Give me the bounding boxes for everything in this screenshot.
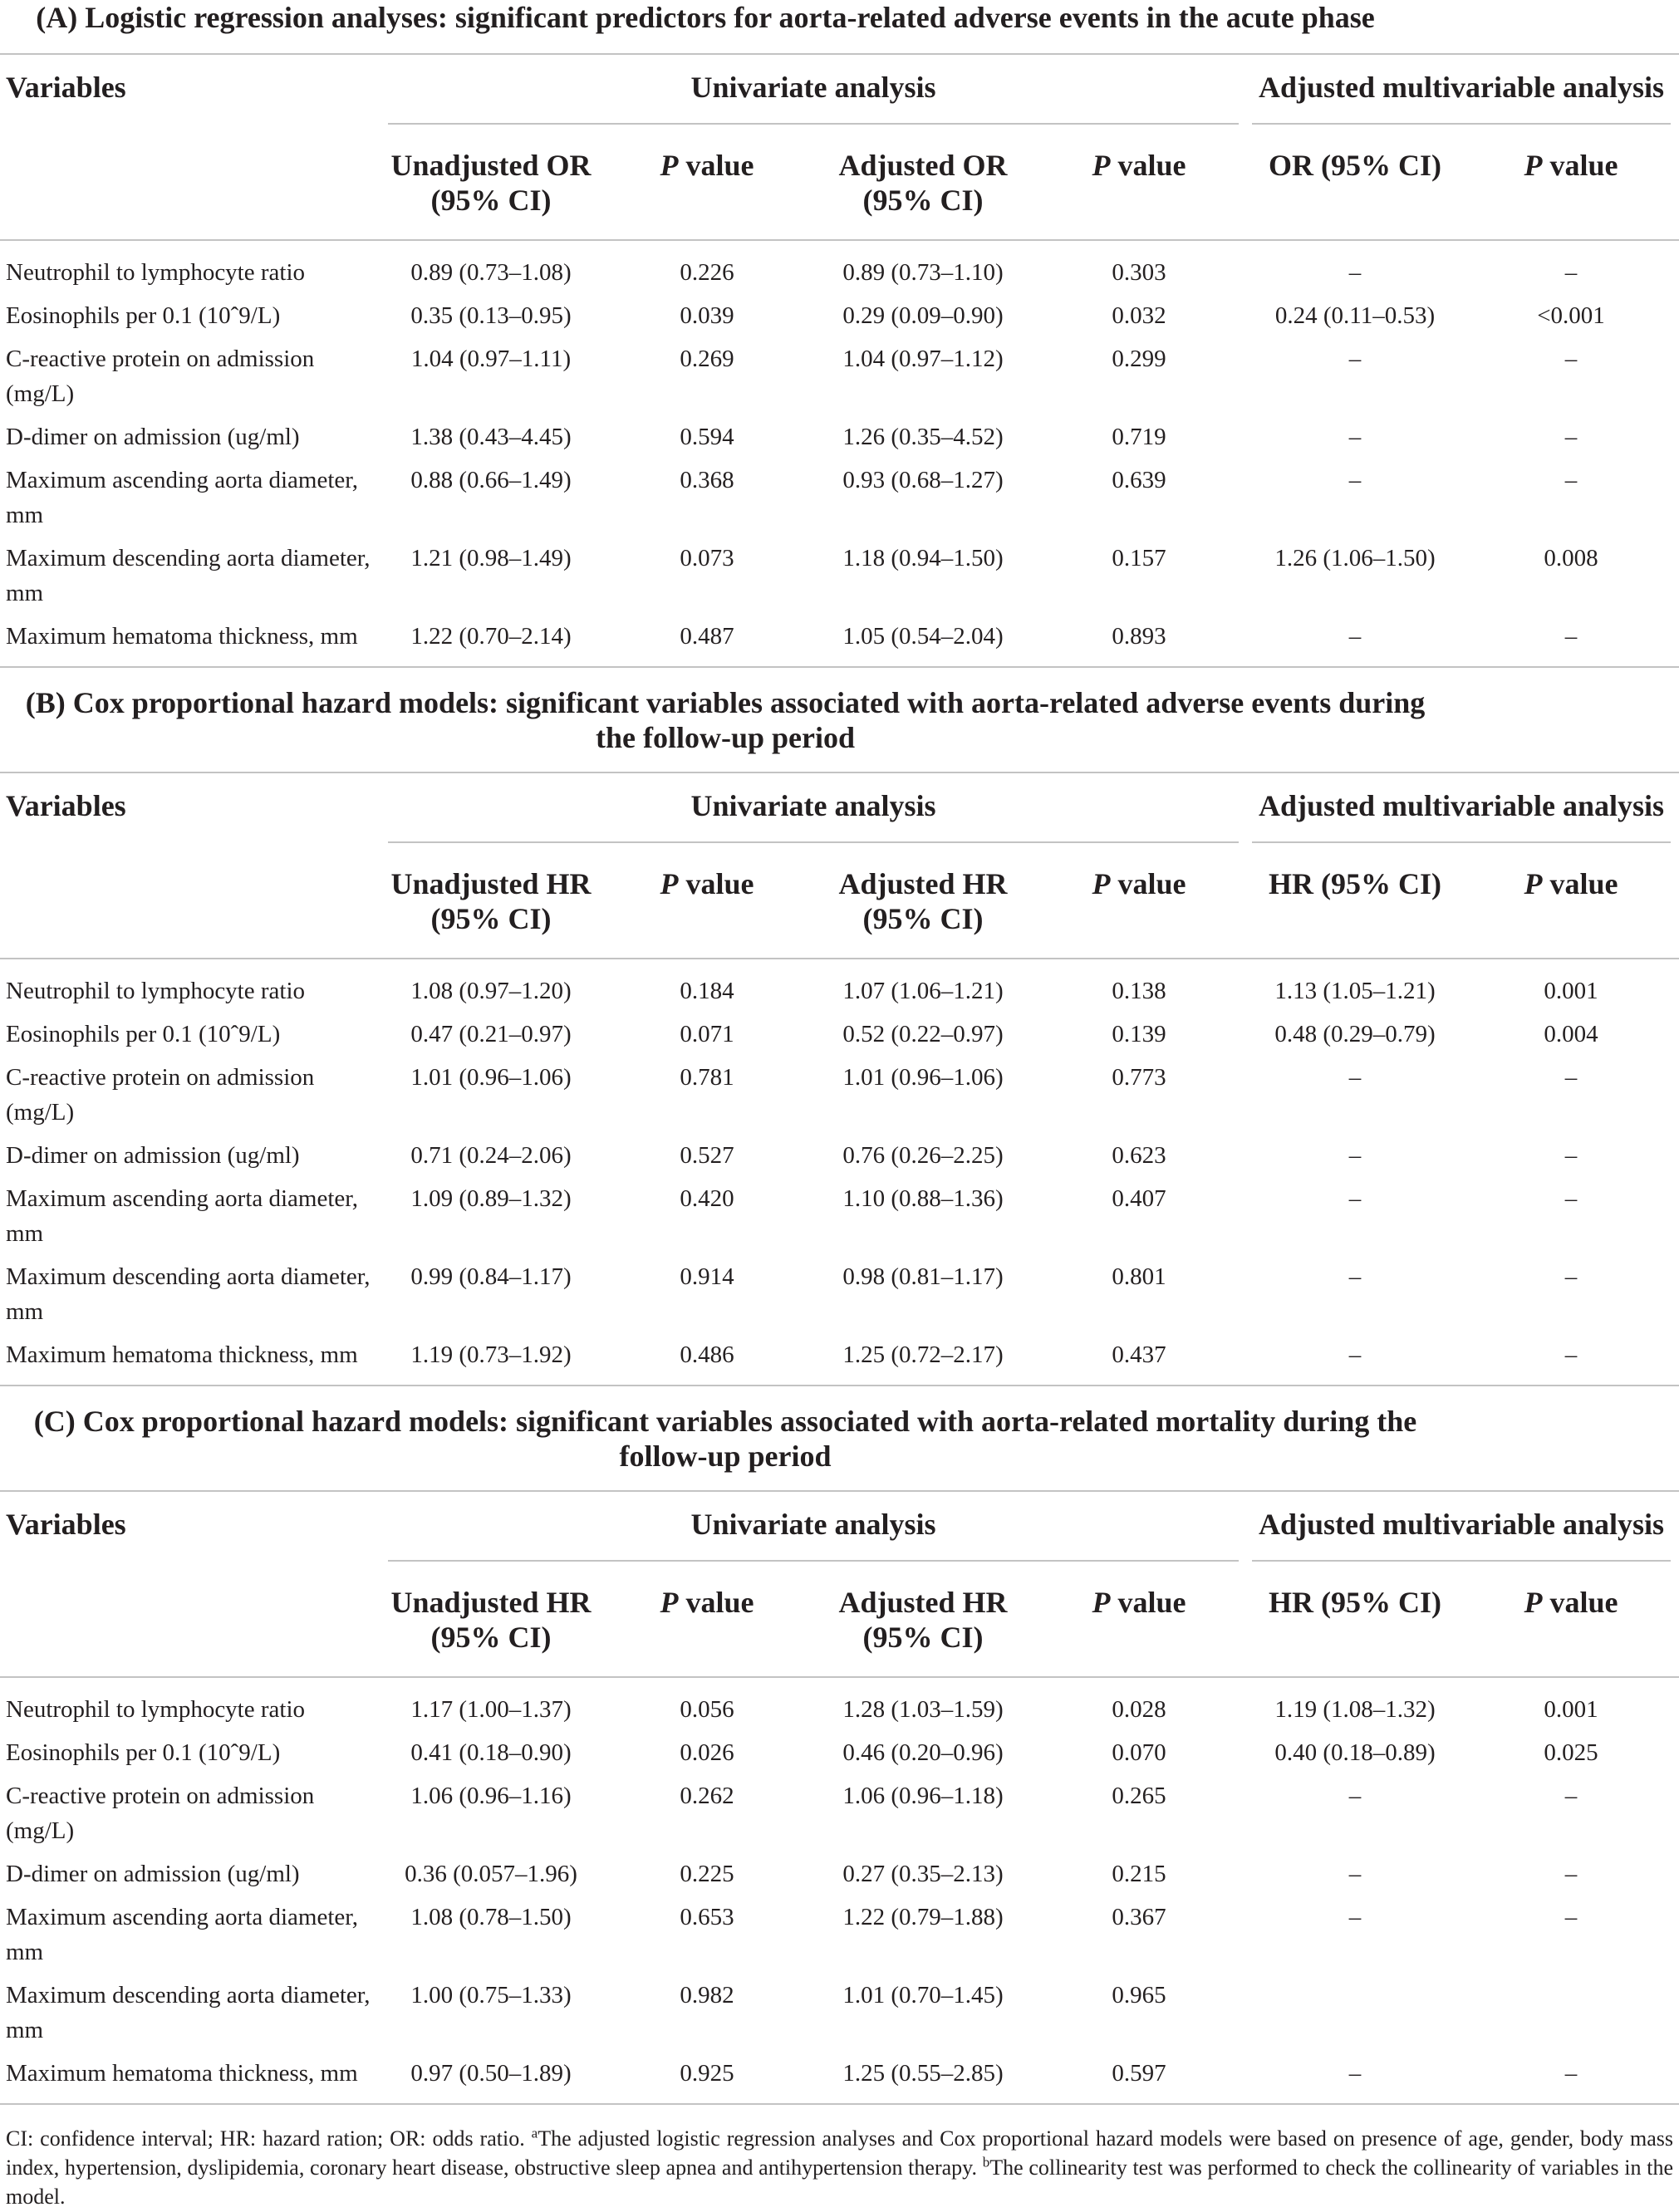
unadjusted-estimate-cell: 1.01 (0.96–1.06) xyxy=(410,1064,572,1091)
unadjusted-estimate-cell: 0.88 (0.66–1.49) xyxy=(410,467,572,493)
table-row xyxy=(0,1333,1679,1376)
table-row xyxy=(0,1731,1679,1774)
table-row xyxy=(0,969,1679,1013)
header-multivariable-estimate: HR (95% CI) xyxy=(1269,1586,1441,1619)
multivariable-p-value-cell: – xyxy=(1564,1341,1578,1368)
table-row xyxy=(0,1852,1679,1896)
multivariable-p-value-cell: – xyxy=(1564,424,1578,450)
p-value-cell: 0.367 xyxy=(1112,1904,1166,1930)
header-adjusted-estimate: Adjusted HR (95% CI) xyxy=(838,867,1008,935)
p-value-cell: 0.773 xyxy=(1112,1064,1166,1091)
header-multivariable-estimate: OR (95% CI) xyxy=(1269,149,1441,182)
header-univariate-analysis: Univariate analysis xyxy=(388,1492,1239,1562)
multivariable-estimate-cell: 0.48 (0.29–0.79) xyxy=(1274,1021,1436,1047)
unadjusted-estimate-cell: 0.36 (0.057–1.96) xyxy=(405,1861,577,1887)
header-row xyxy=(0,55,1679,125)
subheader-row xyxy=(0,843,1679,958)
p-value-cell: 0.486 xyxy=(680,1341,734,1368)
table-row xyxy=(0,1177,1679,1255)
multivariable-estimate-cell: – xyxy=(1348,1142,1362,1169)
variable-name-cell: Eosinophils per 0.1 (10ˆ9/L) xyxy=(6,1739,281,1766)
header-row xyxy=(0,773,1679,843)
multivariable-estimate-cell: – xyxy=(1348,259,1362,286)
p-value-cell: 0.801 xyxy=(1112,1263,1166,1290)
p-value-cell: 0.982 xyxy=(680,1982,734,2008)
p-value-cell: 0.487 xyxy=(680,623,734,650)
p-value-cell: 0.073 xyxy=(680,545,734,571)
adjusted-estimate-cell: 1.10 (0.88–1.36) xyxy=(842,1185,1004,1212)
p-value-cell: 0.225 xyxy=(680,1861,734,1887)
table-row xyxy=(0,294,1679,337)
multivariable-p-value-cell: 0.008 xyxy=(1544,545,1598,571)
unadjusted-estimate-cell: 1.21 (0.98–1.49) xyxy=(410,545,572,571)
adjusted-estimate-cell: 1.28 (1.03–1.59) xyxy=(842,1696,1004,1723)
header-p-value: P value xyxy=(1092,867,1186,900)
adjusted-estimate-cell: 0.89 (0.73–1.10) xyxy=(842,259,1004,286)
p-value-cell: 0.070 xyxy=(1112,1739,1166,1766)
unadjusted-estimate-cell: 0.41 (0.18–0.90) xyxy=(410,1739,572,1766)
multivariable-p-value-cell: – xyxy=(1564,467,1578,493)
variable-name-cell: Neutrophil to lymphocyte ratio xyxy=(6,259,306,286)
variable-name-cell: Eosinophils per 0.1 (10ˆ9/L) xyxy=(6,302,281,329)
adjusted-estimate-cell: 0.98 (0.81–1.17) xyxy=(842,1263,1004,1290)
multivariable-p-value-cell: – xyxy=(1564,1861,1578,1887)
adjusted-estimate-cell: 1.05 (0.54–2.04) xyxy=(842,623,1004,650)
p-value-cell: 0.527 xyxy=(680,1142,734,1169)
adjusted-estimate-cell: 0.76 (0.26–2.25) xyxy=(842,1142,1004,1169)
variable-name-cell: C-reactive protein on admission (mg/L) xyxy=(6,346,315,407)
table-row xyxy=(0,337,1679,415)
p-value-cell: 0.594 xyxy=(680,424,734,450)
table-c xyxy=(0,1386,1679,2105)
header-adjusted-multivariable-analysis: Adjusted multivariable analysis xyxy=(1252,55,1671,125)
multivariable-estimate-cell: – xyxy=(1348,1861,1362,1887)
header-adjusted-estimate: Adjusted OR (95% CI) xyxy=(838,149,1008,217)
variable-name-cell: Neutrophil to lymphocyte ratio xyxy=(6,1696,306,1723)
adjusted-estimate-cell: 0.29 (0.09–0.90) xyxy=(842,302,1004,329)
multivariable-p-value-cell: 0.025 xyxy=(1544,1739,1598,1766)
p-value-cell: 0.639 xyxy=(1112,467,1166,493)
p-value-cell: 0.914 xyxy=(680,1263,734,1290)
p-value-cell: 0.407 xyxy=(1112,1185,1166,1212)
footnote-note-b: The collinearity test was performed to check the collinearity of variables in the model. xyxy=(6,2156,1673,2209)
p-value-cell: 0.653 xyxy=(680,1904,734,1930)
table-a xyxy=(0,0,1679,668)
p-value-cell: 0.039 xyxy=(680,302,734,329)
unadjusted-estimate-cell: 0.97 (0.50–1.89) xyxy=(410,2060,572,2087)
subheader-spacer xyxy=(0,843,383,958)
table-row xyxy=(0,615,1679,658)
subheader-spacer xyxy=(0,125,383,239)
multivariable-p-value-cell: – xyxy=(1564,1185,1578,1212)
multivariable-p-value-cell: – xyxy=(1564,2060,1578,2087)
multivariable-p-value-cell: – xyxy=(1564,1142,1578,1169)
multivariable-p-value-cell: <0.001 xyxy=(1537,302,1605,329)
p-value-cell: 0.299 xyxy=(1112,346,1166,372)
header-p-value: P value xyxy=(1524,1586,1618,1619)
multivariable-estimate-cell: 1.26 (1.06–1.50) xyxy=(1274,545,1436,571)
header-adjusted-estimate: Adjusted HR (95% CI) xyxy=(838,1586,1008,1654)
p-value-cell: 0.368 xyxy=(680,467,734,493)
table-row xyxy=(0,1688,1679,1731)
unadjusted-estimate-cell: 1.08 (0.97–1.20) xyxy=(410,978,572,1004)
p-value-cell: 0.056 xyxy=(680,1696,734,1723)
multivariable-estimate-cell: – xyxy=(1348,1904,1362,1930)
header-unadjusted-estimate: Unadjusted HR (95% CI) xyxy=(390,867,592,935)
variable-name-cell: Maximum hematoma thickness, mm xyxy=(6,1341,358,1368)
table-b xyxy=(0,668,1679,1386)
table-body xyxy=(0,241,1679,666)
adjusted-estimate-cell: 1.25 (0.55–2.85) xyxy=(842,2060,1004,2087)
multivariable-p-value-cell: – xyxy=(1564,1783,1578,1809)
header-p-value: P value xyxy=(1092,1586,1186,1619)
variable-name-cell: C-reactive protein on admission (mg/L) xyxy=(6,1064,315,1126)
unadjusted-estimate-cell: 1.04 (0.97–1.11) xyxy=(410,346,572,372)
adjusted-estimate-cell: 1.26 (0.35–4.52) xyxy=(842,424,1004,450)
multivariable-estimate-cell: 1.19 (1.08–1.32) xyxy=(1274,1696,1436,1723)
variable-name-cell: Eosinophils per 0.1 (10ˆ9/L) xyxy=(6,1021,281,1047)
multivariable-estimate-cell: – xyxy=(1348,1341,1362,1368)
variable-name-cell: Maximum descending aorta diameter, mm xyxy=(6,1263,371,1325)
p-value-cell: 0.157 xyxy=(1112,545,1166,571)
header-p-value: P value xyxy=(1092,149,1186,182)
table-footnote xyxy=(0,2105,1679,2211)
p-value-cell: 0.071 xyxy=(680,1021,734,1047)
p-value-cell: 0.719 xyxy=(1112,424,1166,450)
table-row xyxy=(0,1134,1679,1177)
table-title: (C) Cox proportional hazard models: significant variables associated with aorta-related mortality during the follow-up period xyxy=(33,1405,1417,1473)
multivariable-p-value-cell: – xyxy=(1564,259,1578,286)
p-value-cell: 0.925 xyxy=(680,2060,734,2087)
subheader-row xyxy=(0,125,1679,239)
multivariable-estimate-cell: 1.13 (1.05–1.21) xyxy=(1274,978,1436,1004)
p-value-cell: 0.420 xyxy=(680,1185,734,1212)
multivariable-estimate-cell: – xyxy=(1348,623,1362,650)
unadjusted-estimate-cell: 1.38 (0.43–4.45) xyxy=(410,424,572,450)
header-row xyxy=(0,1492,1679,1562)
variable-name-cell: Maximum descending aorta diameter, mm xyxy=(6,545,371,606)
adjusted-estimate-cell: 0.52 (0.22–0.97) xyxy=(842,1021,1004,1047)
unadjusted-estimate-cell: 1.08 (0.78–1.50) xyxy=(410,1904,572,1930)
unadjusted-estimate-cell: 1.17 (1.00–1.37) xyxy=(410,1696,572,1723)
table-body xyxy=(0,1678,1679,2103)
table-row xyxy=(0,415,1679,459)
header-univariate-analysis: Univariate analysis xyxy=(388,773,1239,843)
p-value-cell: 0.303 xyxy=(1112,259,1166,286)
p-value-cell: 0.262 xyxy=(680,1783,734,1809)
multivariable-estimate-cell: – xyxy=(1348,1783,1362,1809)
unadjusted-estimate-cell: 1.06 (0.96–1.16) xyxy=(410,1783,572,1809)
unadjusted-estimate-cell: 1.19 (0.73–1.92) xyxy=(410,1341,572,1368)
header-variables: Variables xyxy=(6,789,126,822)
header-variables: Variables xyxy=(6,1508,126,1541)
table-row xyxy=(0,1896,1679,1974)
p-value-cell: 0.893 xyxy=(1112,623,1166,650)
table-row xyxy=(0,1013,1679,1056)
variable-name-cell: Maximum ascending aorta diameter, mm xyxy=(6,467,359,528)
variable-name-cell: Maximum ascending aorta diameter, mm xyxy=(6,1185,359,1247)
p-value-cell: 0.597 xyxy=(1112,2060,1166,2087)
table-title: (B) Cox proportional hazard models: significant variables associated with aorta-related adverse events during the follow-up period xyxy=(25,686,1426,754)
multivariable-estimate-cell: – xyxy=(1348,346,1362,372)
multivariable-estimate-cell: – xyxy=(1348,2060,1362,2087)
header-adjusted-multivariable-analysis: Adjusted multivariable analysis xyxy=(1252,1492,1671,1562)
unadjusted-estimate-cell: 1.09 (0.89–1.32) xyxy=(410,1185,572,1212)
multivariable-p-value-cell: – xyxy=(1564,1064,1578,1091)
multivariable-p-value-cell: – xyxy=(1564,623,1578,650)
header-p-value: P value xyxy=(660,1586,754,1619)
unadjusted-estimate-cell: 1.00 (0.75–1.33) xyxy=(410,1982,572,2008)
multivariable-p-value-cell: 0.004 xyxy=(1544,1021,1598,1047)
multivariable-p-value-cell: 0.001 xyxy=(1544,978,1598,1004)
adjusted-estimate-cell: 1.22 (0.79–1.88) xyxy=(842,1904,1004,1930)
unadjusted-estimate-cell: 1.22 (0.70–2.14) xyxy=(410,623,572,650)
multivariable-estimate-cell: – xyxy=(1348,1263,1362,1290)
multivariable-p-value-cell: – xyxy=(1564,1904,1578,1930)
variable-name-cell: C-reactive protein on admission (mg/L) xyxy=(6,1783,315,1844)
variable-name-cell: D-dimer on admission (ug/ml) xyxy=(6,424,300,450)
table-row xyxy=(0,1255,1679,1333)
unadjusted-estimate-cell: 0.99 (0.84–1.17) xyxy=(410,1263,572,1290)
header-adjusted-multivariable-analysis: Adjusted multivariable analysis xyxy=(1252,773,1671,843)
adjusted-estimate-cell: 1.07 (1.06–1.21) xyxy=(842,978,1004,1004)
p-value-cell: 0.265 xyxy=(1112,1783,1166,1809)
header-variables: Variables xyxy=(6,71,126,104)
header-p-value: P value xyxy=(660,149,754,182)
header-univariate-analysis: Univariate analysis xyxy=(388,55,1239,125)
multivariable-estimate-cell: – xyxy=(1348,467,1362,493)
footnote-marker-a: a xyxy=(531,2125,538,2141)
unadjusted-estimate-cell: 0.89 (0.73–1.08) xyxy=(410,259,572,286)
table-row xyxy=(0,2052,1679,2095)
adjusted-estimate-cell: 0.93 (0.68–1.27) xyxy=(842,467,1004,493)
p-value-cell: 0.965 xyxy=(1112,1982,1166,2008)
variable-name-cell: Maximum hematoma thickness, mm xyxy=(6,623,358,650)
adjusted-estimate-cell: 0.46 (0.20–0.96) xyxy=(842,1739,1004,1766)
table-body xyxy=(0,959,1679,1385)
p-value-cell: 0.026 xyxy=(680,1739,734,1766)
variable-name-cell: Maximum descending aorta diameter, mm xyxy=(6,1982,371,2043)
p-value-cell: 0.138 xyxy=(1112,978,1166,1004)
p-value-cell: 0.184 xyxy=(680,978,734,1004)
variable-name-cell: Maximum hematoma thickness, mm xyxy=(6,2060,358,2087)
table-row xyxy=(0,537,1679,615)
multivariable-estimate-cell: 0.40 (0.18–0.89) xyxy=(1274,1739,1436,1766)
header-unadjusted-estimate: Unadjusted OR (95% CI) xyxy=(390,149,592,217)
p-value-cell: 0.269 xyxy=(680,346,734,372)
multivariable-p-value-cell: – xyxy=(1564,346,1578,372)
table-row xyxy=(0,251,1679,294)
footnote-marker-b: b xyxy=(982,2154,990,2170)
footnote-note-a: The adjusted logistic regression analyses and Cox proportional hazard models were based on presence of age, gender, body mass index, hypertension, dyslipidemia, coronary heart disease, obstructive sleep apnea and antihypertension therapy. xyxy=(6,2126,1673,2180)
header-p-value: P value xyxy=(1524,149,1618,182)
adjusted-estimate-cell: 1.25 (0.72–2.17) xyxy=(842,1341,1004,1368)
p-value-cell: 0.215 xyxy=(1112,1861,1166,1887)
table-row xyxy=(0,459,1679,537)
p-value-cell: 0.781 xyxy=(680,1064,734,1091)
table-title: (A) Logistic regression analyses: significant predictors for aorta-related adverse events in the acute phase xyxy=(36,1,1375,34)
multivariable-estimate-cell: – xyxy=(1348,1185,1362,1212)
header-unadjusted-estimate: Unadjusted HR (95% CI) xyxy=(390,1586,592,1654)
subheader-spacer xyxy=(0,1562,383,1676)
p-value-cell: 0.028 xyxy=(1112,1696,1166,1723)
multivariable-estimate-cell xyxy=(1247,1974,1463,2052)
adjusted-estimate-cell: 0.27 (0.35–2.13) xyxy=(842,1861,1004,1887)
adjusted-estimate-cell: 1.18 (0.94–1.50) xyxy=(842,545,1004,571)
variable-name-cell: Neutrophil to lymphocyte ratio xyxy=(6,978,306,1004)
p-value-cell: 0.623 xyxy=(1112,1142,1166,1169)
p-value-cell: 0.226 xyxy=(680,259,734,286)
footnote-abbreviations: CI: confidence interval; HR: hazard ration; OR: odds ratio. xyxy=(6,2126,532,2151)
multivariable-p-value-cell xyxy=(1463,1974,1679,2052)
adjusted-estimate-cell: 1.04 (0.97–1.12) xyxy=(842,346,1004,372)
header-p-value: P value xyxy=(1524,867,1618,900)
p-value-cell: 0.437 xyxy=(1112,1341,1166,1368)
unadjusted-estimate-cell: 0.71 (0.24–2.06) xyxy=(410,1142,572,1169)
multivariable-p-value-cell: 0.001 xyxy=(1544,1696,1598,1723)
multivariable-estimate-cell: – xyxy=(1348,424,1362,450)
p-value-cell: 0.032 xyxy=(1112,302,1166,329)
header-multivariable-estimate: HR (95% CI) xyxy=(1269,867,1441,900)
p-value-cell: 0.139 xyxy=(1112,1021,1166,1047)
multivariable-estimate-cell: – xyxy=(1348,1064,1362,1091)
unadjusted-estimate-cell: 0.35 (0.13–0.95) xyxy=(410,302,572,329)
unadjusted-estimate-cell: 0.47 (0.21–0.97) xyxy=(410,1021,572,1047)
adjusted-estimate-cell: 1.06 (0.96–1.18) xyxy=(842,1783,1004,1809)
header-p-value: P value xyxy=(660,867,754,900)
multivariable-estimate-cell: 0.24 (0.11–0.53) xyxy=(1274,302,1436,329)
variable-name-cell: D-dimer on admission (ug/ml) xyxy=(6,1861,300,1887)
table-row xyxy=(0,1974,1679,2052)
adjusted-estimate-cell: 1.01 (0.70–1.45) xyxy=(842,1982,1004,2008)
multivariable-p-value-cell: – xyxy=(1564,1263,1578,1290)
variable-name-cell: Maximum ascending aorta diameter, mm xyxy=(6,1904,359,1965)
table-row xyxy=(0,1056,1679,1134)
variable-name-cell: D-dimer on admission (ug/ml) xyxy=(6,1142,300,1169)
adjusted-estimate-cell: 1.01 (0.96–1.06) xyxy=(842,1064,1004,1091)
subheader-row xyxy=(0,1562,1679,1676)
table-row xyxy=(0,1774,1679,1852)
